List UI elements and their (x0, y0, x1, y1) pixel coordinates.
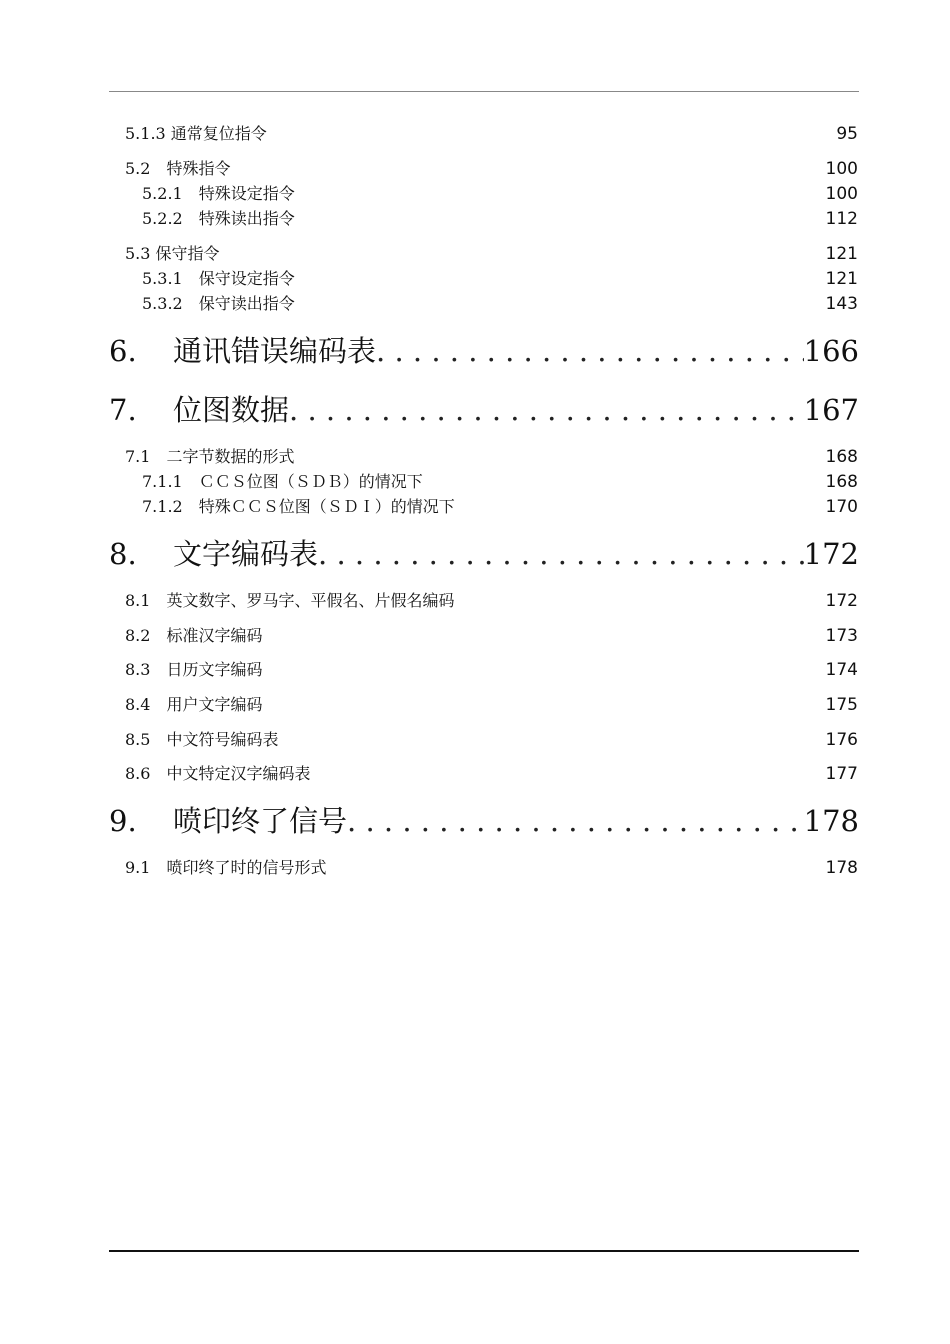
toc-entry-page: 168 (825, 447, 858, 467)
chapter-page: 178 (803, 804, 859, 838)
toc-entry-5-1-3[interactable] (0, 122, 950, 146)
toc-entry-label: 8.5 中文符号编码表 (125, 730, 279, 749)
toc-entry-5-2[interactable] (0, 157, 950, 181)
toc-chapter-8[interactable] (109, 534, 859, 574)
toc-entry-8-6[interactable] (0, 762, 950, 786)
chapter-number: 8. (109, 537, 137, 571)
toc-entry-label: 8.6 中文特定汉字编码表 (125, 764, 311, 783)
header-rule (109, 91, 859, 92)
toc-entry-page: 121 (825, 244, 858, 264)
toc-entry-label: 5.2.1 特殊设定指令 (142, 184, 295, 203)
toc-entry-9-1[interactable] (0, 856, 950, 880)
toc-entry-5-2-2[interactable] (0, 207, 950, 231)
toc-entry-7-1-1[interactable] (0, 470, 950, 494)
toc-entry-page: 176 (825, 730, 858, 750)
toc-entry-page: 177 (825, 764, 858, 784)
dot-leader (318, 534, 804, 574)
toc-entry-label: 7.1.2 特殊ＣＣＳ位图（ＳＤＩ）的情况下 (142, 497, 455, 516)
toc-entry-page: 178 (825, 858, 858, 878)
toc-entry-5-2-1[interactable] (0, 182, 950, 206)
chapter-title: 位图数据 (173, 393, 290, 427)
dot-leader (289, 390, 804, 430)
toc-entry-page: 95 (836, 124, 858, 144)
chapter-page: 166 (803, 334, 859, 368)
chapter-number: 9. (109, 804, 137, 838)
toc-entry-5-3[interactable] (0, 242, 950, 266)
toc-entry-label: 5.3.1 保守设定指令 (142, 269, 295, 288)
toc-entry-page: 100 (825, 159, 858, 179)
toc-chapter-6[interactable] (109, 331, 859, 371)
chapter-title: 喷印终了信号 (173, 804, 348, 838)
toc-entry-label: 5.3 保守指令 (125, 244, 220, 263)
toc-entry-7-1[interactable] (0, 445, 950, 469)
toc-entry-page: 175 (825, 695, 858, 715)
toc-entry-page: 172 (825, 591, 858, 611)
toc-entry-page: 168 (825, 472, 858, 492)
chapter-page: 167 (803, 393, 859, 427)
chapter-number: 6. (109, 334, 137, 368)
toc-entry-label: 5.1.3 通常复位指令 (125, 124, 267, 143)
dot-leader (347, 801, 804, 841)
toc-entry-label: 7.1.1 ＣＣＳ位图（ＳＤＢ）的情况下 (142, 472, 423, 491)
chapter-number: 7. (109, 393, 137, 427)
toc-entry-5-3-1[interactable] (0, 267, 950, 291)
toc-entry-page: 121 (825, 269, 858, 289)
toc-entry-8-5[interactable] (0, 728, 950, 752)
toc-entry-8-4[interactable] (0, 693, 950, 717)
chapter-title: 通讯错误编码表 (173, 334, 377, 368)
toc-entry-8-3[interactable] (0, 658, 950, 682)
toc-entry-label: 9.1 喷印终了时的信号形式 (125, 858, 327, 877)
toc-entry-label: 8.3 日历文字编码 (125, 660, 263, 679)
toc-entry-label: 7.1 二字节数据的形式 (125, 447, 295, 466)
toc-entry-5-3-2[interactable] (0, 292, 950, 316)
chapter-title: 文字编码表 (173, 537, 319, 571)
toc-entry-page: 173 (825, 626, 858, 646)
toc-entry-page: 112 (825, 209, 858, 229)
toc-entry-page: 174 (825, 660, 858, 680)
toc-entry-7-1-2[interactable] (0, 495, 950, 519)
toc-entry-page: 100 (825, 184, 858, 204)
toc-entry-label: 5.2.2 特殊读出指令 (142, 209, 295, 228)
toc-entry-label: 8.4 用户文字编码 (125, 695, 263, 714)
toc-entry-label: 5.3.2 保守读出指令 (142, 294, 295, 313)
footer-rule (109, 1250, 859, 1252)
toc-entry-page: 170 (825, 497, 858, 517)
toc-entry-label: 8.2 标准汉字编码 (125, 626, 263, 645)
toc-entry-page: 143 (825, 294, 858, 314)
toc-entry-8-1[interactable] (0, 589, 950, 613)
toc-chapter-7[interactable] (109, 390, 859, 430)
toc-entry-8-2[interactable] (0, 624, 950, 648)
chapter-page: 172 (803, 537, 859, 571)
toc-entry-label: 8.1 英文数字、罗马字、平假名、片假名编码 (125, 591, 455, 610)
dot-leader (376, 331, 804, 371)
toc-entry-label: 5.2 特殊指令 (125, 159, 231, 178)
toc-chapter-9[interactable] (109, 801, 859, 841)
